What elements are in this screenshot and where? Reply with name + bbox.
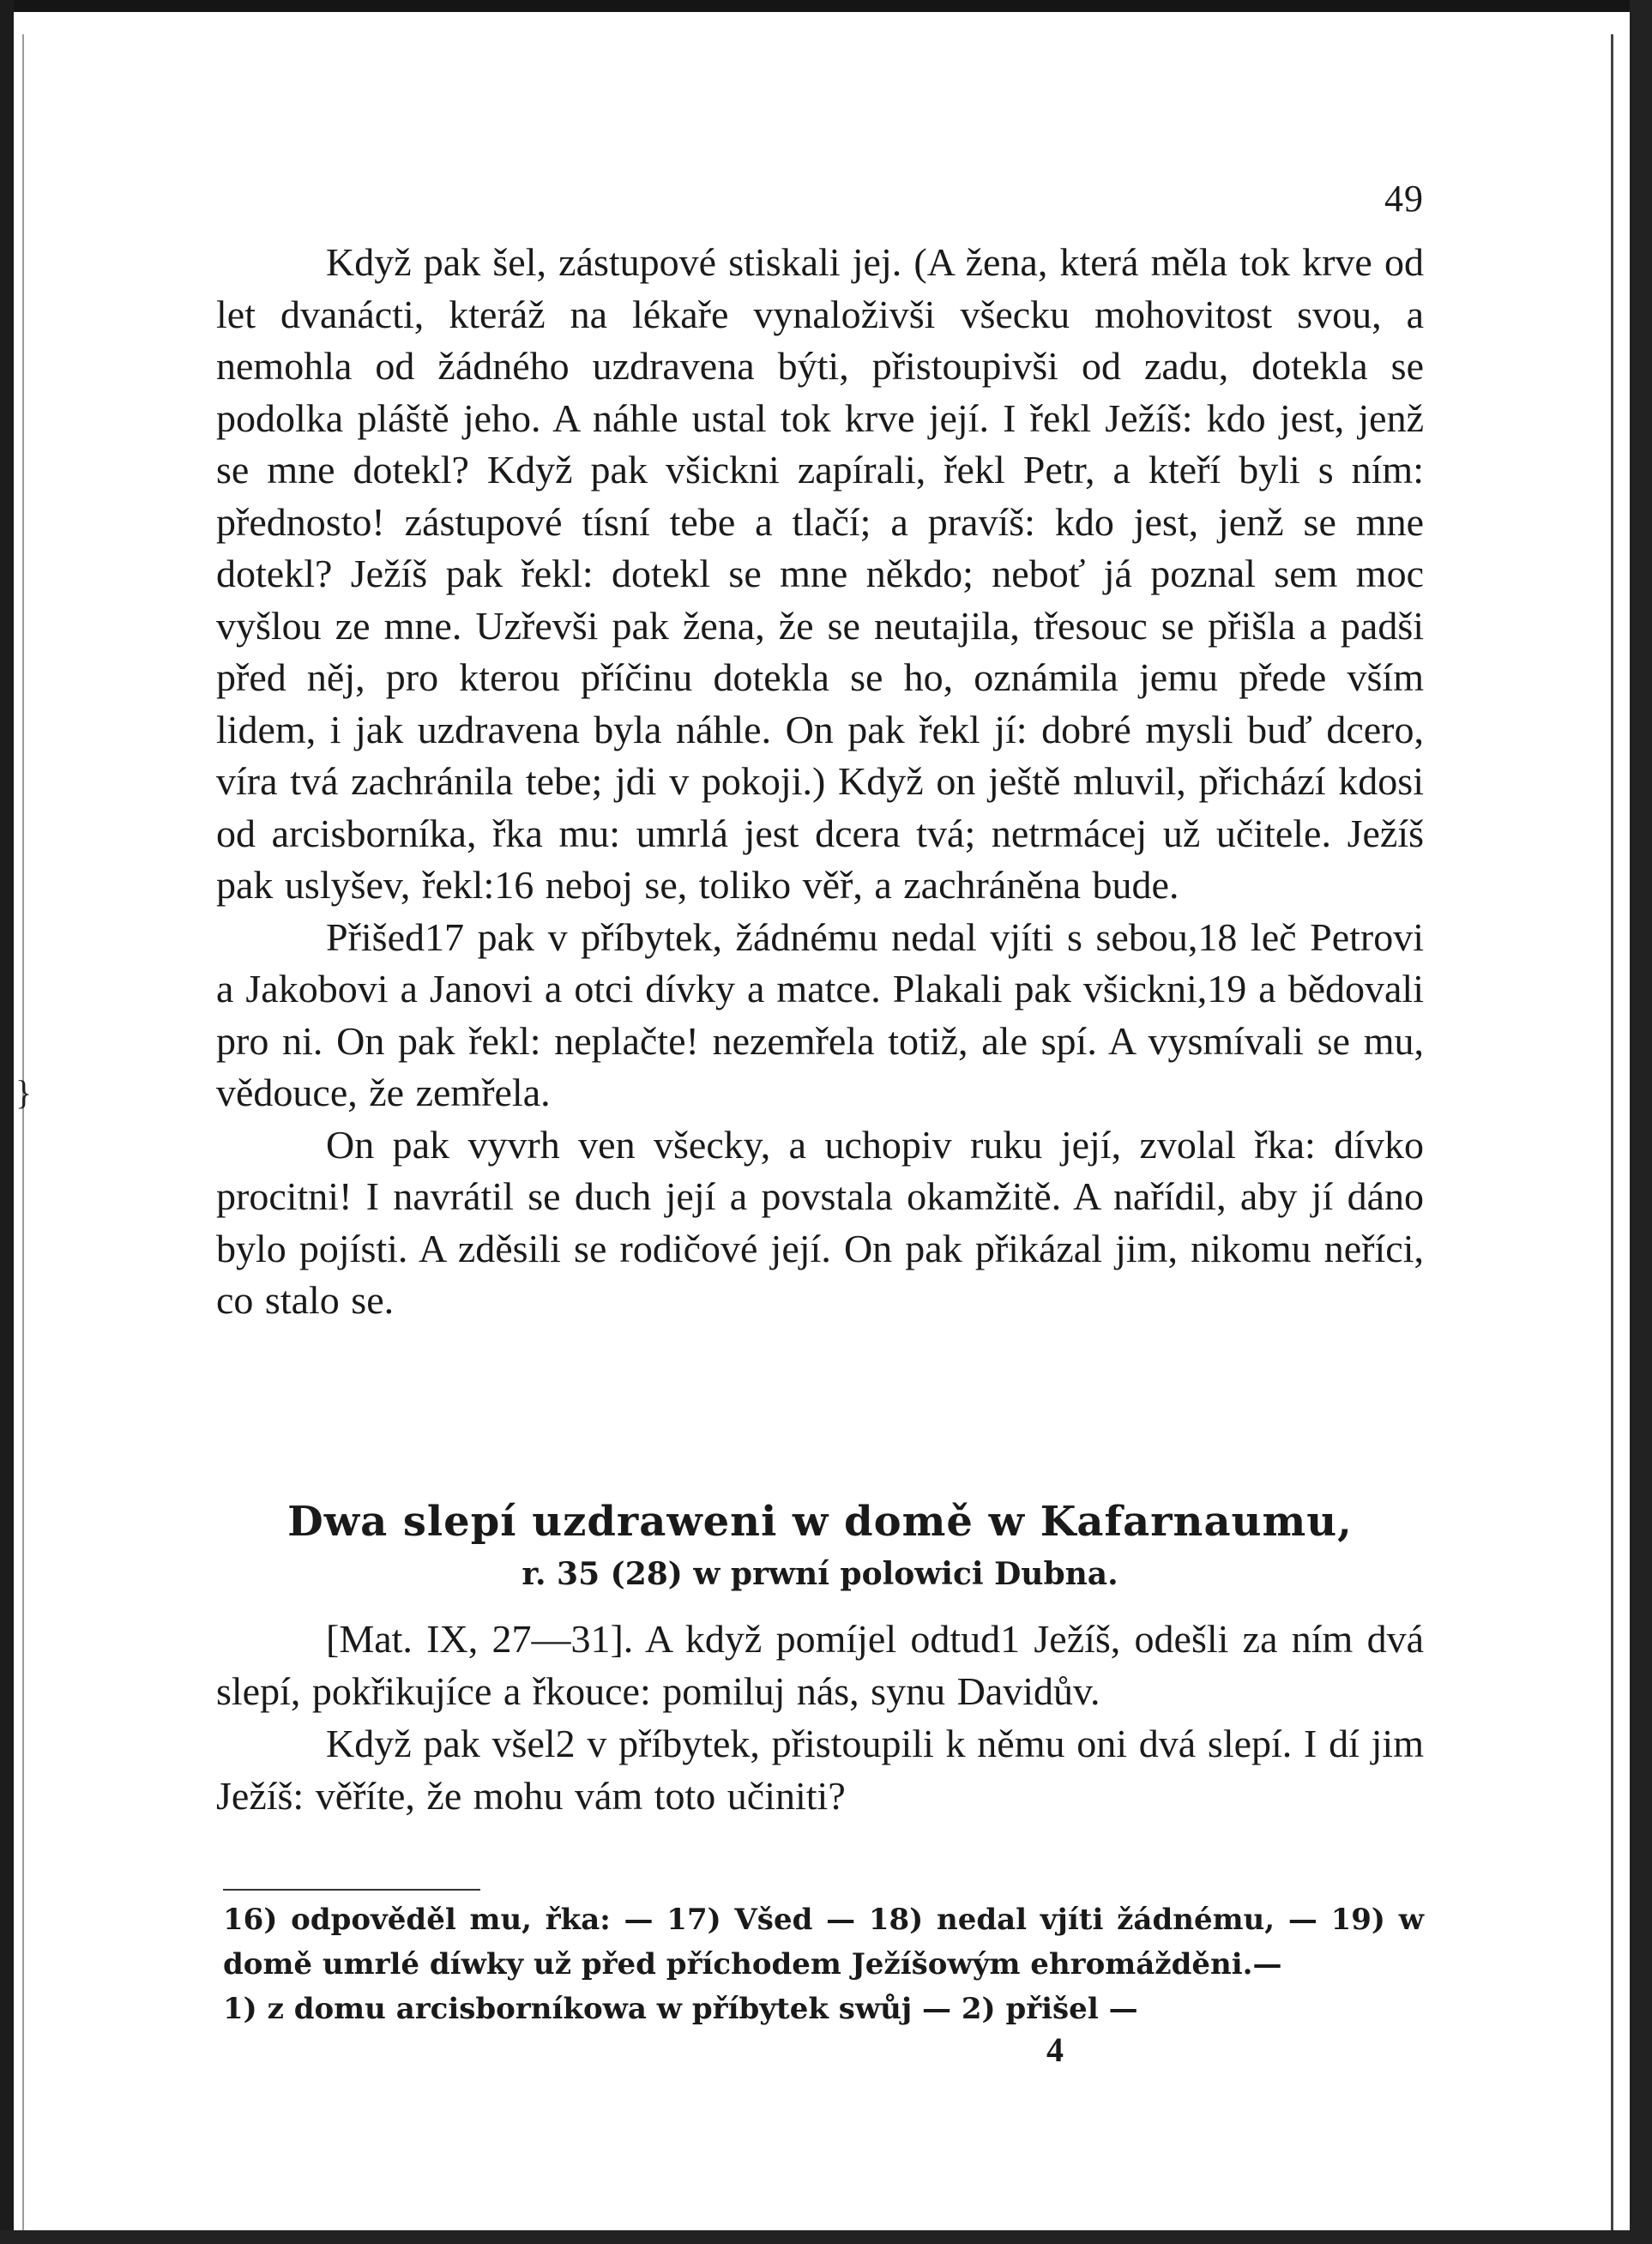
scan-border-top xyxy=(0,0,1652,12)
section-text xyxy=(216,1613,1424,1822)
footnote-rule xyxy=(223,1889,480,1891)
margin-bracket-mark: } xyxy=(15,1073,33,1112)
signature-mark: 4 xyxy=(1046,2030,1064,2069)
section-paragraph-2: Když pak všel2 v příbytek, přistoupili k němu oni dvá slepí. I dí jim Ježíš: věříte, že mohu vám toto učiniti? xyxy=(216,1722,1424,1818)
page-number: 49 xyxy=(1384,178,1424,220)
footnote-line-2: 1) z domu arcisborníkowa w příbytek swůj — 2) přišel — xyxy=(223,1992,1138,2026)
footnotes xyxy=(223,1897,1424,2031)
paragraph-1: Když pak šel, zástupové stiskali jej. (A žena, která měla tok krve od let dvanácti, kteráž na lékaře vynaloživši všecku mohovitost svou, a nemohla od žádného uzdravena býti, přistoupivši od zadu, dotekla se podolka pláště jeho. A náhle ustal tok krve její. I řekl Ježíš: kdo jest, jenž se mne dotekl? Když pak všickni zapírali, řekl Petr, a kteří byli s ním: přednosto! zástupové tísní tebe a tlačí; a pravíš: kdo jest, jenž se mne dotekl? Ježíš pak řekl: dotekl se mne někdo; neboť já poznal sem moc vyšlou ze mne. Uzřevši pak žena, že se neutajila, třesouc se přišla a padši před něj, pro kterou příčinu dotekla se ho, oznámila jemu přede vším lidem, i jak uzdravena byla náhle. On pak řekl jí: dobré mysli buď dcero, víra tvá zachránila tebe; jdi v pokoji.) Když on ještě mluvil, přichází kdosi od arcisborníka, řka mu: umrlá jest dcera tvá; netrmácej už učitele. Ježíš pak uslyšev, řekl:16 neboj se, toliko věř, a zachráněna bude. xyxy=(216,240,1424,907)
scan-border-right xyxy=(1630,0,1652,2244)
page-edge-right xyxy=(1611,34,1613,2230)
page-edge-left xyxy=(22,34,24,2230)
paragraph-2: Přišed17 pak v příbytek, žádnému nedal vjíti s sebou,18 leč Petrovi a Jakobovi a Janovi a otci dívky a matce. Plakali pak všickni,19 a bědovali pro ni. On pak řekl: neplačte! nezemřela totiž, ale spí. A vysmívali se mu, vědouce, že zemřela. xyxy=(216,914,1424,1114)
main-text xyxy=(216,237,1424,1327)
scan-border-left xyxy=(0,0,14,2244)
footnote-line-1: 16) odpověděl mu, řka: — 17) Všed — 18) nedal vjíti žádnému, — 19) w domě umrlé díwky už před příchodem Ježíšowým ehromážděni.— xyxy=(223,1903,1424,1982)
section-paragraph-1: [Mat. IX, 27—31]. A když pomíjel odtud1 Ježíš, odešli za ním dvá slepí, pokřikujíce a řkouce: pomiluj nás, synu Davidův. xyxy=(216,1617,1424,1713)
section-subheading: r. 35 (28) w prwní polowici Dubna. xyxy=(522,1556,1118,1592)
section-heading: Dwa slepí uzdraweni w domě w Kafarnaumu, xyxy=(287,1498,1353,1546)
paragraph-3: On pak vyvrh ven všecky, a uchopiv ruku její, zvolal řka: dívko procitni! I navrátil se duch její a povstala okamžitě. A nařídil, aby jí dáno bylo pojísti. A zděsili se rodičové její. On pak přikázal jim, nikomu neříci, co stalo se. xyxy=(216,1122,1424,1322)
scan-border-bottom xyxy=(0,2230,1652,2244)
